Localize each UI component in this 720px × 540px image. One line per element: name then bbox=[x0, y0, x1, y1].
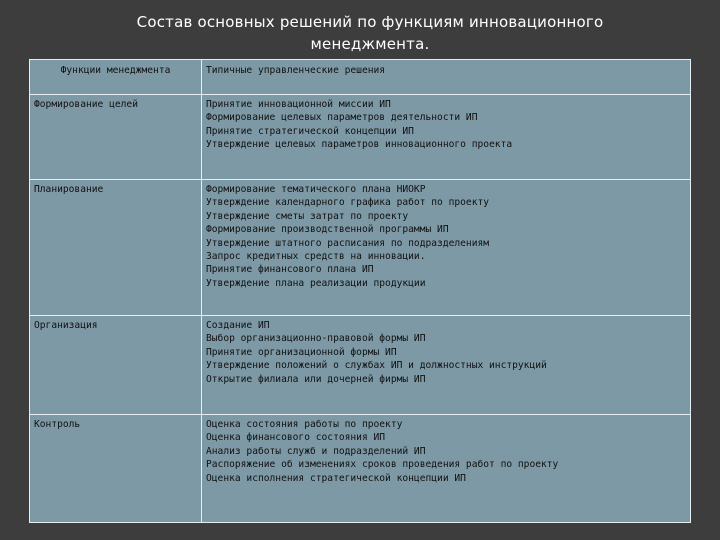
decision-line: Формирование целевых параметров деятельности ИП bbox=[206, 112, 478, 124]
decision-line: Утверждение целевых параметров инновационного проекта bbox=[206, 139, 513, 151]
decisions-cell bbox=[202, 316, 691, 415]
decision-line: Оценка состояния работы по проекту bbox=[206, 419, 403, 430]
decision-line: Формирование тематического плана НИОКР bbox=[206, 184, 426, 195]
decisions-cell bbox=[202, 180, 691, 316]
decisions-cell bbox=[202, 415, 691, 523]
decision-line: Утверждение календарного графика работ по проекту bbox=[206, 197, 490, 209]
decision-line: Создание ИП bbox=[206, 320, 270, 331]
decision-line: Выбор организационно-правовой формы ИП bbox=[206, 333, 426, 345]
decision-line: Утверждение положений о службах ИП и должностных инструкций bbox=[206, 360, 547, 372]
slide-title-line-1: Состав основных решений по функциям инновационного bbox=[136, 13, 604, 31]
decision-line: Открытие филиала или дочерней фирмы ИП bbox=[206, 373, 426, 385]
decision-line: Принятие стратегической концепции ИП bbox=[206, 125, 414, 137]
decision-line: Запрос кредитных средств на инновации. bbox=[206, 251, 426, 263]
decision-line: Распоряжение об изменениях сроков проведения работ по проекту bbox=[206, 459, 559, 471]
function-cell: Планирование bbox=[30, 180, 202, 316]
function-cell: Контроль bbox=[30, 415, 202, 523]
decision-line: Оценка исполнения стратегической концепции ИП bbox=[206, 472, 466, 484]
decision-line: Принятие инновационной миссии ИП bbox=[206, 99, 391, 110]
table-row bbox=[30, 316, 691, 415]
header-decisions: Типичные управленческие решения bbox=[202, 60, 691, 95]
slide-title-line-2: менеджмента. bbox=[310, 35, 430, 53]
table-row bbox=[30, 95, 691, 180]
decision-line: Анализ работы служб и подразделений ИП bbox=[206, 445, 426, 457]
decision-line: Принятие организационной формы ИП bbox=[206, 346, 397, 358]
decisions-cell bbox=[202, 95, 691, 180]
decision-line: Утверждение штатного расписания по подразделениям bbox=[206, 237, 490, 249]
function-cell: Формирование целей bbox=[30, 95, 202, 180]
header-functions: Функции менеджмента bbox=[30, 60, 202, 95]
decision-line: Оценка финансового состояния ИП bbox=[206, 432, 386, 444]
decision-line: Утверждение плана реализации продукции bbox=[206, 277, 426, 289]
slide-title bbox=[90, 11, 650, 55]
function-cell: Организация bbox=[30, 316, 202, 415]
table-row bbox=[30, 415, 691, 523]
decision-line: Утверждение сметы затрат по проекту bbox=[206, 210, 409, 222]
decision-line: Формирование производственной программы ИП bbox=[206, 224, 449, 236]
table-header-row bbox=[30, 60, 691, 95]
table-row bbox=[30, 180, 691, 316]
decisions-table bbox=[29, 59, 691, 523]
decision-line: Принятие финансового плана ИП bbox=[206, 264, 374, 276]
